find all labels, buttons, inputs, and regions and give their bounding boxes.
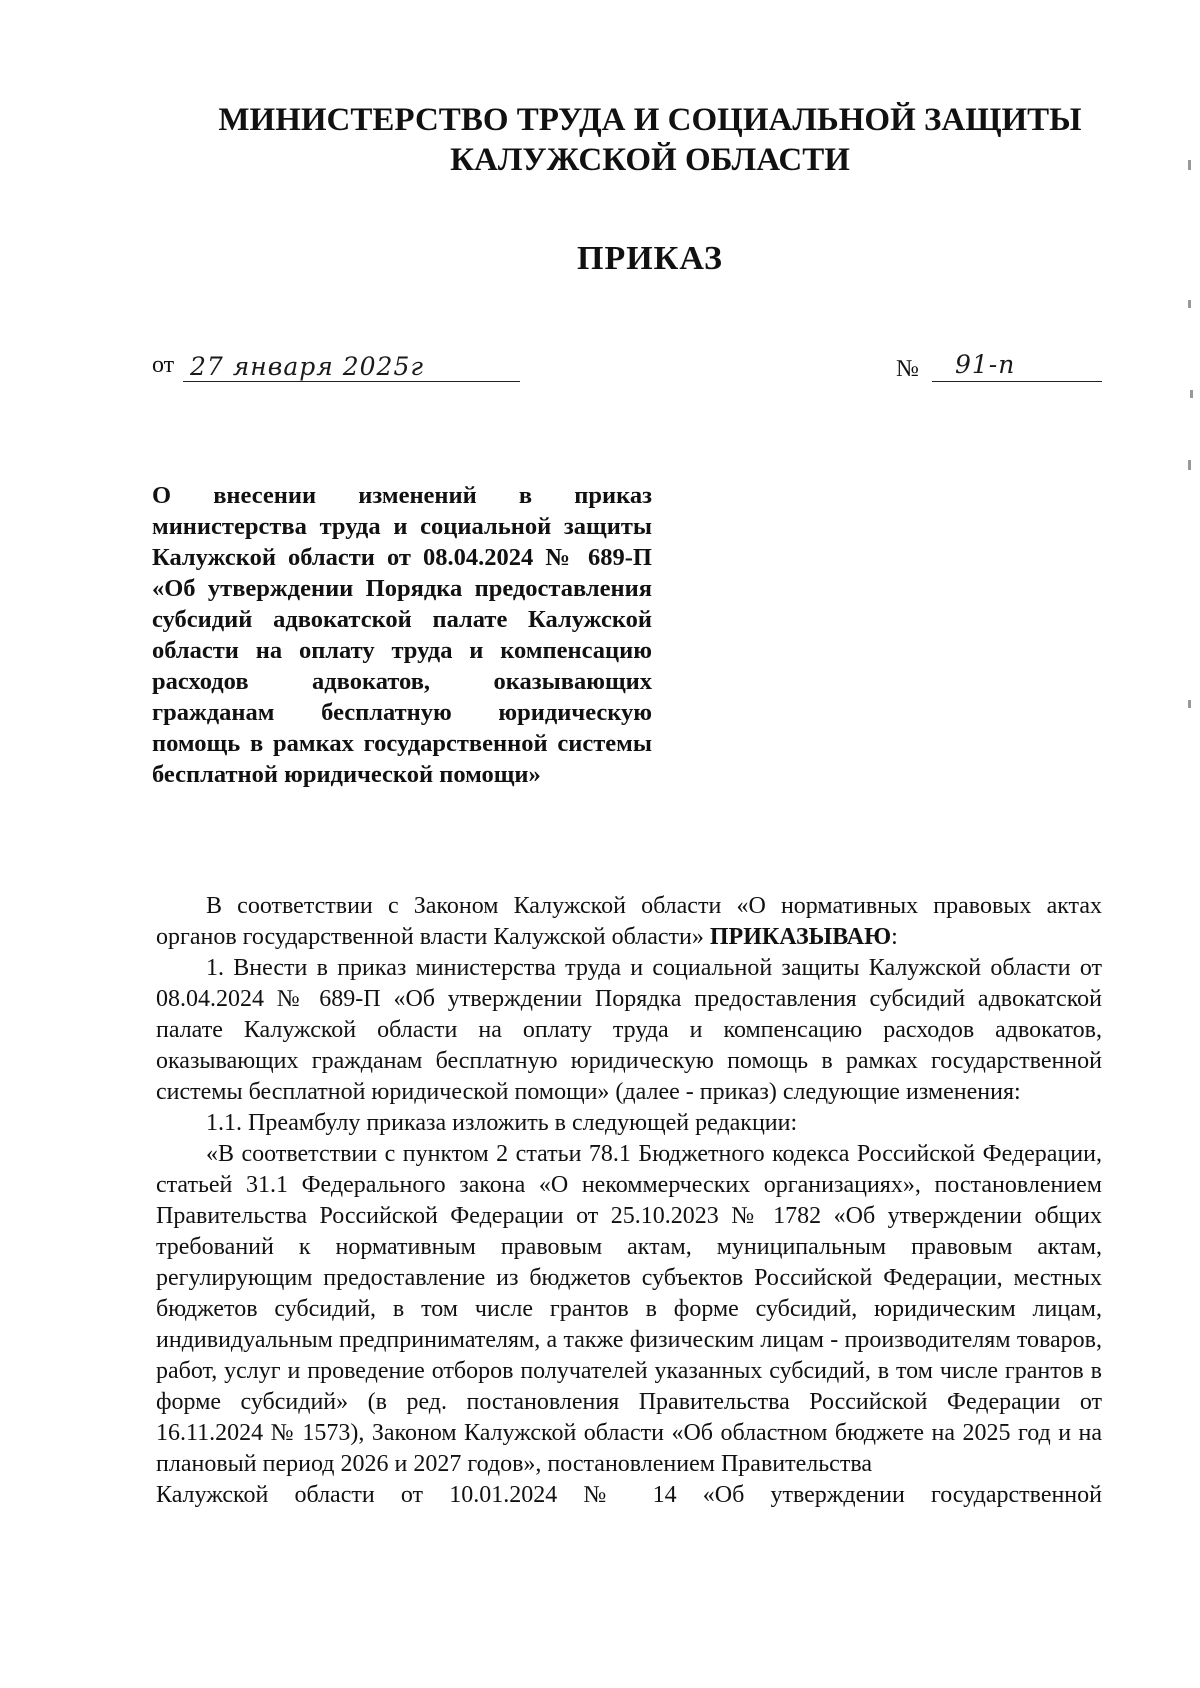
number-prefix: №	[896, 356, 919, 382]
date-prefix: от	[152, 352, 175, 378]
quoted-preamble-last-line: Калужской области от 10.01.2024 № 14 «Об утверждении государственной	[156, 1482, 1102, 1508]
preamble-text: В соответствии с Законом Калужской области «О нормативных правовых актах органов государственной власти Калужской области»	[156, 893, 1102, 950]
handwritten-number: 91-п	[955, 350, 1016, 379]
number-underline	[932, 381, 1102, 382]
scan-edge-mark	[1188, 300, 1191, 308]
command-colon: :	[891, 924, 898, 950]
date-underline	[183, 381, 520, 382]
order-subject: О внесении изменений в приказ министерства труда и социальной защиты Калужской области от 08.04.2024 № 689-П «Об утверждении Порядка предоставления субсидий адвокатской палате Калужской области на оплату труда и компенсацию расходов адвокатов, оказывающих гражданам бесплатную юридическую помощь в рамках государственной системы бесплатной юридической помощи»	[152, 482, 652, 788]
order-body	[156, 891, 1102, 1511]
ministry-heading-line1: МИНИСТЕРСТВО ТРУДА И СОЦИАЛЬНОЙ ЗАЩИТЫ	[218, 102, 1082, 138]
order-title: ПРИКАЗ	[577, 240, 723, 277]
scan-edge-mark	[1188, 460, 1191, 470]
quoted-preamble-paragraph: «В соответствии с пунктом 2 статьи 78.1 Бюджетного кодекса Российской Федерации, статьей 31.1 Федерального закона «О некоммерческих организациях», постановлением Правительства Российской Федерации от 25.10.2023 № 1782 «Об утверждении общих требований к нормативным правовым актам, муниципальным правовым актам, регулирующим предоставление из бюджетов субъектов Российской Федерации, местных бюджетов субсидий, в том числе грантов в форме субсидий, юридическим лицам, индивидуальным предпринимателям, а также физическим лицам - производителям товаров, работ, услуг и проведение отборов получателей указанных субсидий, в том числе грантов в форме субсидий» (в ред. постановления Правительства Российской Федерации от 16.11.2024 № 1573), Законом Калужской области «Об областном бюджете на 2025 год и на плановый период 2026 и 2027 годов», постановлением Правительства	[156, 1141, 1102, 1477]
ministry-heading	[150, 100, 1150, 180]
item-1-paragraph: 1. Внести в приказ министерства труда и социальной защиты Калужской области от 08.04.2024 № 689-П «Об утверждении Порядка предоставления субсидий адвокатской палате Калужской области на оплату труда и компенсацию расходов адвокатов, оказывающих гражданам бесплатную юридическую помощь в рамках государственной системы бесплатной юридической помощи» (далее - приказ) следующие изменения:	[156, 955, 1102, 1105]
preamble-paragraph	[156, 891, 1102, 953]
scan-edge-mark	[1188, 700, 1191, 708]
handwritten-date: 27 января 2025г	[190, 352, 424, 381]
ministry-heading-line2: КАЛУЖСКОЙ ОБЛАСТИ	[450, 142, 850, 178]
scan-edge-mark	[1190, 390, 1193, 398]
command-word: ПРИКАЗЫВАЮ	[709, 924, 892, 950]
item-1-1-paragraph: 1.1. Преамбулу приказа изложить в следующей редакции:	[206, 1110, 798, 1136]
scan-edge-mark	[1188, 160, 1191, 170]
